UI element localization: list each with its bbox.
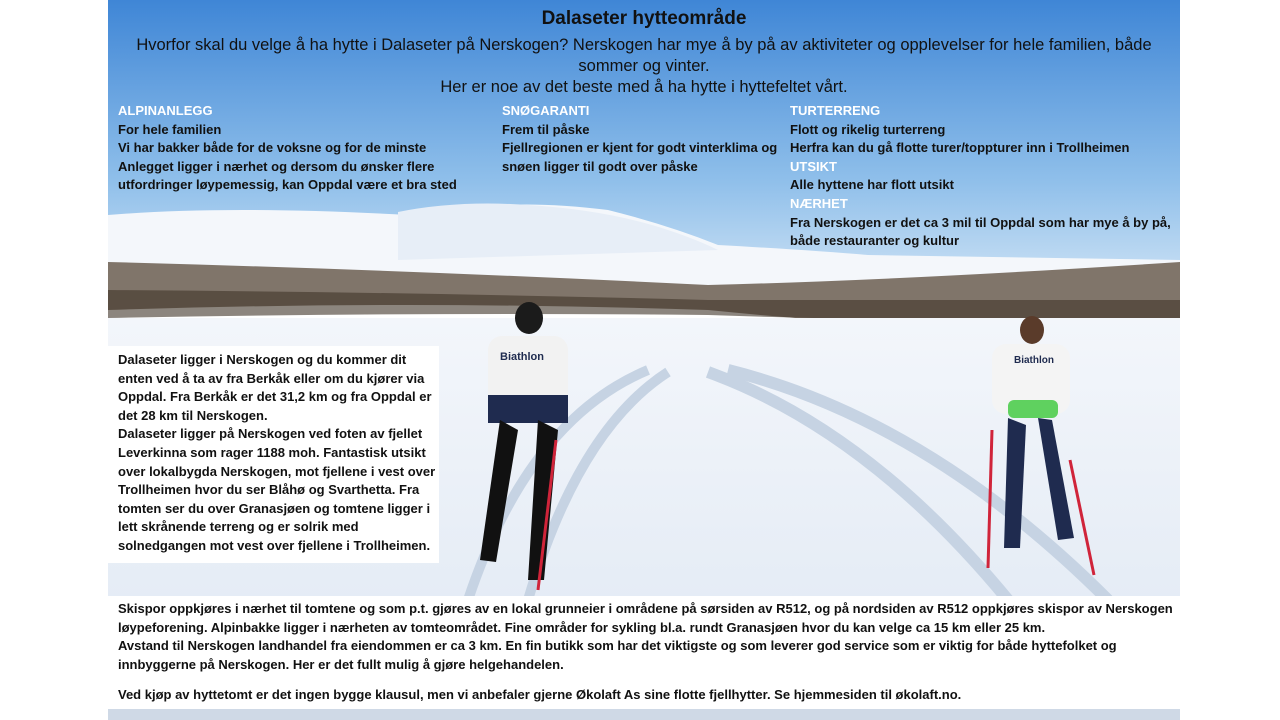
view-heading: UTSIKT (790, 158, 837, 174)
intro-line-2: Her er noe av det beste med å ha hytte i hyttefeltet vårt. (440, 78, 848, 96)
location-para-2: Dalaseter ligger på Nerskogen ved foten av fjellet Leverkinna som rager 1188 moh. Fantastisk utsikt over lokalbygda Nerskogen, mot fjellene i vest over Trollheimen hvor du ser Blåhø og Svarthetta. Fra tomten ser du over Granasjøen og tomtene ligger i lett skrånende terreng og er solrik med solnedgangen mot vest over fjellene i Trollheimen. (118, 426, 436, 553)
terrain-line-1: Flott og rikelig turterreng (790, 121, 946, 137)
bottom-textbox (108, 596, 1180, 709)
alpin-line-3: Anlegget ligger i nærhet og dersom du ønsker flere utfordringer løypemessig, kan Oppdal være et bra sted (118, 158, 457, 193)
terrain-line-2: Herfra kan du gå flotte turer/toppturer inn i Trollheimen (790, 140, 1130, 156)
bib-label-right: Biathlon (1014, 355, 1054, 366)
snow-line-1: Frem til påske (502, 121, 590, 137)
snow-heading: SNØGARANTI (502, 103, 590, 118)
near-heading: NÆRHET (790, 195, 848, 211)
alpin-heading: ALPINANLEGG (118, 103, 213, 118)
bottom-para-2: Avstand til Nerskogen landhandel fra eiendommen er ca 3 km. En fin butikk som har det viktigste og som leverer god service som er viktig for både hyttefolket og innbyggerne på Nerskogen. Her er det fullt mulig å gjøre helgehandelen. (118, 638, 1117, 672)
bottom-para-1: Skispor oppkjøres i nærhet til tomtene og som p.t. gjøres av en lokal grunneier i områdene på sørsiden av R512, og på nordsiden av R512 oppkjøres skispor av Nerskogen løypeforening. Alpinbakke ligger i nærheten av tomteområdet. Fine områder for sykling bl.a. rundt Granasjøen hvor du kan velge ca 15 km eller 25 km. (118, 601, 1173, 635)
intro-line-1: Hvorfor skal du velge å ha hytte i Dalaseter på Nerskogen? Nerskogen har mye å by på av aktiviteter og opplevelser for hele familien, både sommer og vinter. (136, 36, 1152, 75)
snow-line-2: Fjellregionen er kjent for godt vinterklima og snøen ligger til godt over påske (502, 140, 778, 174)
terrain-heading: TURTERRENG (790, 103, 881, 118)
bib-label-left: Biathlon (500, 351, 544, 363)
location-para-1: Dalaseter ligger i Nerskogen og du kommer dit enten ved å ta av fra Berkåk eller om du kjører via Oppdal. Fra Berkåk er det 31,2 km og fra Oppdal er det 28 km til Nerskogen. (118, 352, 432, 423)
footer-text: Ved kjøp av hyttetomt er det ingen bygge klausul, men vi anbefaler gjerne Økolaft As sine flotte fjellhytter. Se hjemmesiden til økolaft.no. (118, 687, 962, 702)
intro-text (118, 35, 1170, 98)
view-line-1: Alle hyttene har flott utsikt (790, 177, 954, 193)
page-title: Dalaseter hytteområde (541, 8, 747, 29)
alpin-line-1: For hele familien (118, 121, 222, 137)
alpin-line-2: Vi har bakker både for de voksne og for de minste (118, 140, 427, 156)
location-text (118, 351, 438, 556)
snow-section (502, 102, 792, 176)
alpin-section (118, 102, 498, 195)
location-textbox (108, 346, 439, 563)
terrain-view-near-section (790, 102, 1175, 251)
near-line-1: Fra Nerskogen er det ca 3 mil til Oppdal som har mye å by på, både restauranter og kultur (790, 214, 1171, 249)
slide (108, 0, 1180, 720)
bottom-paragraphs (118, 600, 1178, 674)
